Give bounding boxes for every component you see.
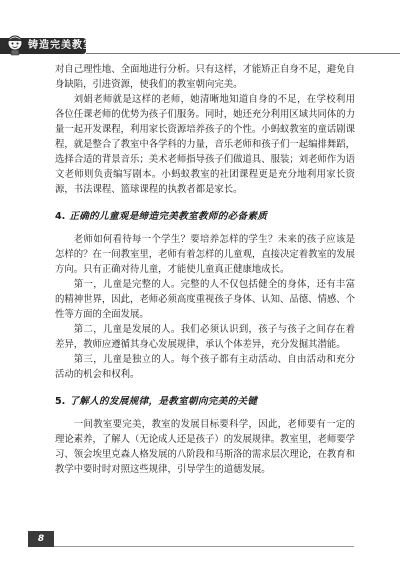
paragraph: 老师如何看待每一个学生？要培养怎样的学生？未来的孩子应该是怎样的？在一间教室里，老师有着怎样的儿童观，直接决定着教室的发展方向。只有正确对待儿童，才能使儿童真正健康地成长。 <box>55 234 356 275</box>
paragraph: 一间教室要完美，教室的发展目标要科学，因此，老师要有一定的理论素养，了解人（无论成人还是孩子）的发展规律。教室里，老师要学习、领会埃里克森人格发展的八阶段和马斯洛的需求层次理论，在教育和教学中要时时对照这些规律，引导学生的道德发展。 <box>55 419 356 475</box>
section-number: 4. <box>55 211 66 222</box>
paragraph: 刘娟老师就是这样的老师，她清晰地知道自身的不足，在学校利用各位任课老师的优势为孩子们服务。同时，她还充分利用区域共同体的力量一起开发课程，利用家长资源培养孩子的个性。小蚂蚁教室的童话剧课程，就是整合了教室中各学科的力量，音乐老师和孩子们一起编排舞蹈，选择合适的背景音乐；美术老师指导孩子们做道具、服装；刘老师作为语文老师则负责编写剧本。小蚂蚁教室的社团课程更是充分地利用家长资源，书法课程、篮球课程的执教者都是家长。 <box>55 94 356 195</box>
paragraph-continued: 对自己理性地、全面地进行分析。只有这样，才能矫正自身不足，避免自身缺陷，引进资源，使我们的教室朝向完美。 <box>55 64 356 90</box>
page-body <box>55 62 355 477</box>
section-number: 5. <box>55 396 66 407</box>
footer-divider <box>54 546 354 547</box>
section-title: 了解人的发展规律，是教室朝向完美的关键 <box>69 396 258 407</box>
page-number: 8 <box>28 531 54 547</box>
cartoon-child-icon <box>4 34 26 56</box>
header-title: 铸造完美教室 <box>28 40 94 51</box>
header-divider <box>86 53 400 54</box>
section-heading-5 <box>55 395 355 409</box>
paragraph: 第一，儿童是完整的人。完整的人不仅包括健全的身体，还有丰富的精神世界，因此，老师必须高度重视孩子身体、认知、品德、情感、个性等方面的全面发展。 <box>55 279 356 320</box>
paragraph: 第二，儿童是发展的人。我们必须认识到，孩子与孩子之间存在着差异，教师应遵循其身心发展规律，承认个体差异，充分发掘其潜能。 <box>55 324 355 350</box>
section-heading-4 <box>55 210 355 224</box>
paragraph: 第三，儿童是独立的人。每个孩子都有主动活动、自由活动和充分活动的机会和权利。 <box>55 354 355 380</box>
section-title: 正确的儿童观是缔造完美教室教师的必备素质 <box>69 211 268 222</box>
running-header <box>0 34 400 56</box>
